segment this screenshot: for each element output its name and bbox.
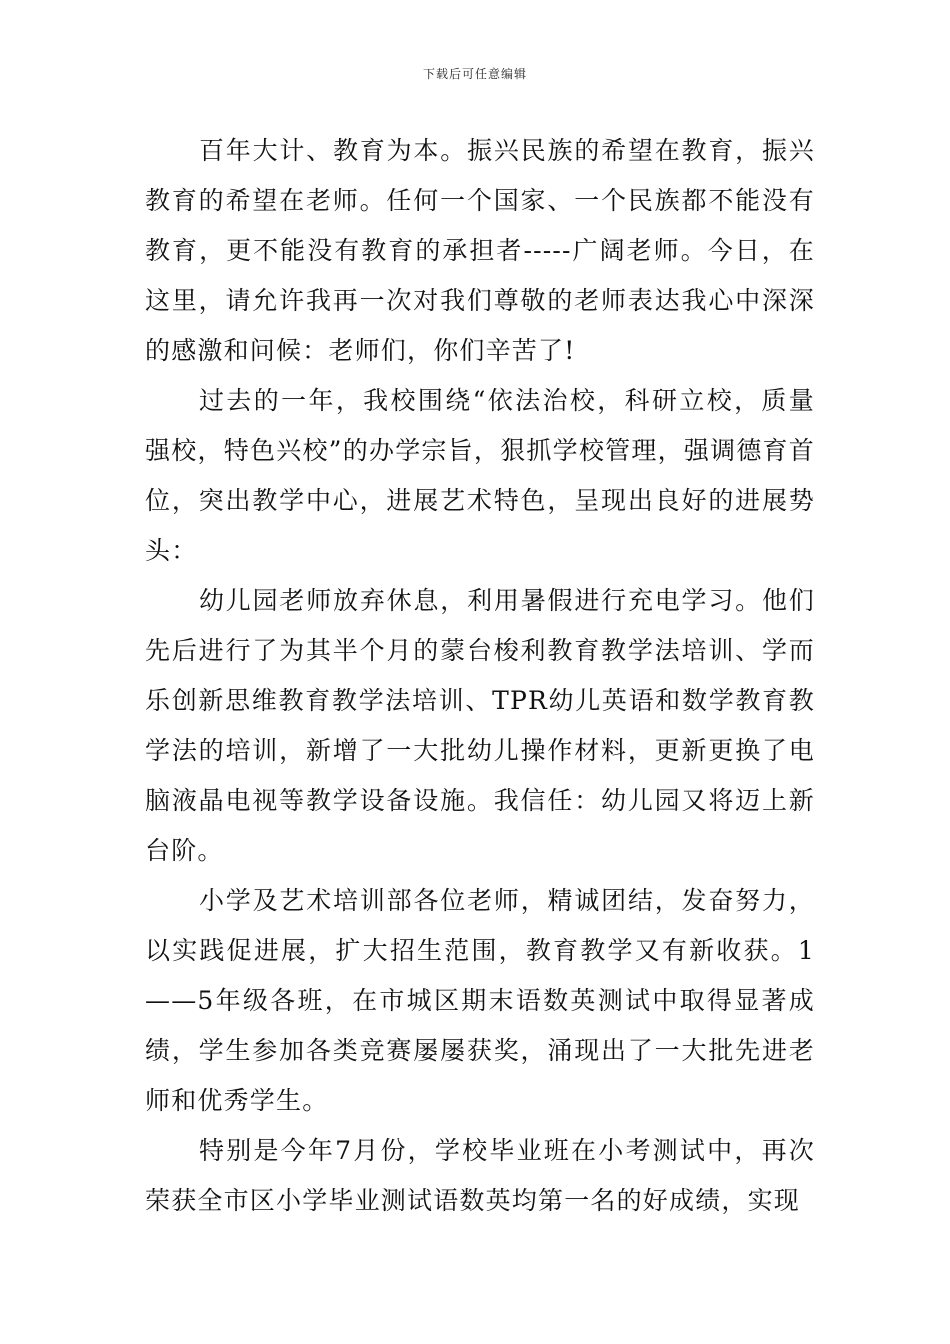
document-body [145, 126, 815, 1226]
page-header: 下载后可任意编辑 [422, 67, 527, 81]
paragraph-2: 过去的一年，我校围绕“依法治校，科研立校，质量强校，特色兴校”的办学宗旨，狠抓学校管理，强调德育首位，突出教学中心，进展艺术特色，呈现出良好的进展势头： [145, 386, 815, 565]
paragraph-3: 幼儿园老师放弃休息，利用暑假进行充电学习。他们先后进行了为其半个月的蒙台梭利教育教学法培训、学而乐创新思维教育教学法培训、TPR幼儿英语和数学教育教学法的培训，新增了一大批幼儿操作材料，更新更换了电脑液晶电视等教学设备设施。我信任：幼儿园又将迈上新台阶。 [145, 586, 815, 865]
paragraph-5: 特别是今年7月份，学校毕业班在小考测试中，再次荣获全市区小学毕业测试语数英均第一名的好成绩，实现 [145, 1136, 815, 1215]
paragraph-4: 小学及艺术培训部各位老师，精诚团结，发奋努力，以实践促进展，扩大招生范围，教育教学又有新收获。1——5年级各班，在市城区期末语数英测试中取得显著成绩，学生参加各类竞赛屡屡获奖，涌现出了一大批先进老师和优秀学生。 [145, 886, 815, 1115]
paragraph-1: 百年大计、教育为本。振兴民族的希望在教育，振兴教育的希望在老师。任何一个国家、一个民族都不能没有教育，更不能没有教育的承担者-----广阔老师。今日，在这里，请允许我再一次对我们尊敬的老师表达我心中深深的感激和问候：老师们，你们辛苦了! [145, 136, 815, 365]
